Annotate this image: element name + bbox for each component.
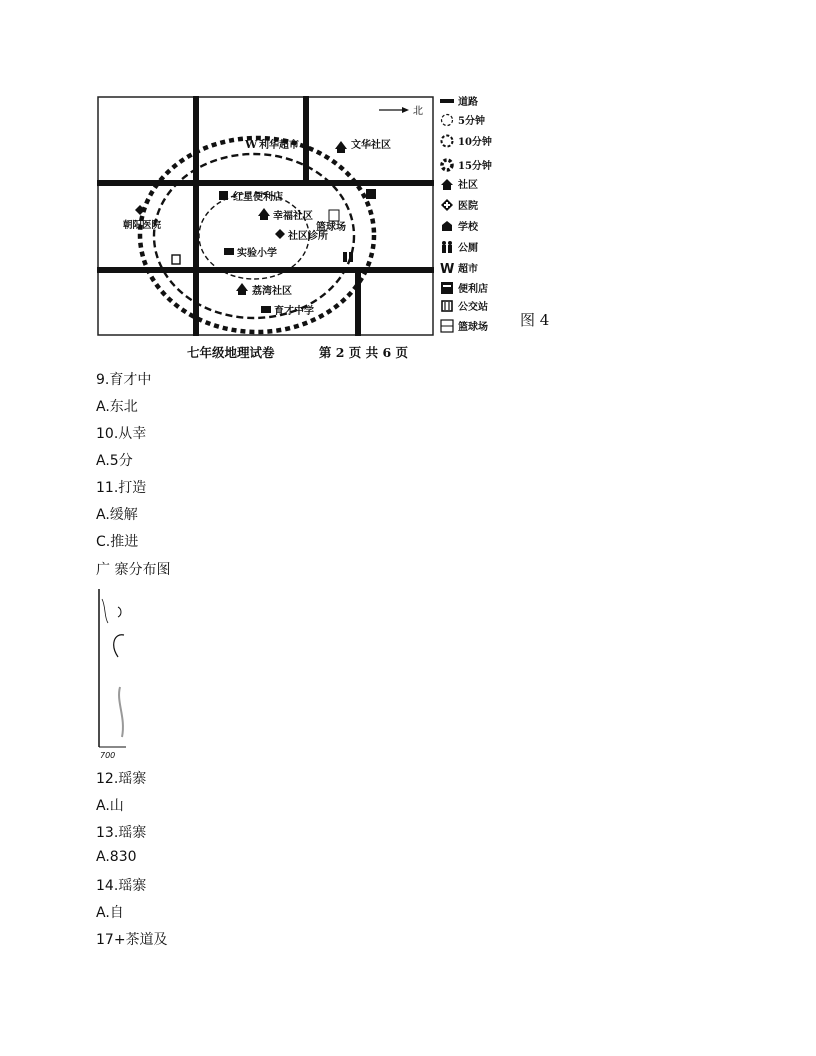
diamond-cross-icon: [440, 197, 454, 211]
court-icon: [329, 210, 339, 221]
poi-lihua-supermarket: [244, 138, 299, 151]
w-supermarket-icon: W: [245, 138, 258, 151]
school-icon: [224, 248, 234, 255]
legend-item-community: [440, 175, 478, 191]
option-line: A.830: [96, 849, 137, 865]
toilet-icon: [440, 239, 454, 253]
option-line: A.自: [96, 905, 124, 921]
option-line: A.缓解: [96, 507, 138, 523]
dashed-circle-large-icon: [440, 157, 454, 171]
store-icon: [440, 280, 454, 294]
poi-label: 育才中学: [274, 306, 314, 317]
court-icon: [440, 318, 454, 332]
question-line: 10.从幸: [96, 426, 147, 442]
school-icon: [261, 306, 271, 313]
w-supermarket-icon: [440, 260, 454, 274]
legend-label: 社区: [458, 179, 478, 191]
footer-subject: 七年级地理试卷: [187, 345, 275, 360]
legend-item-10min: [440, 132, 492, 148]
figure-caption: 图 4: [520, 311, 550, 329]
store-icon: [219, 191, 228, 200]
poi-label: 社区诊所: [288, 231, 328, 242]
poi-label: 文华社区: [351, 140, 391, 151]
question-line: 12.瑶寨: [96, 771, 147, 787]
legend-item-hospital: [440, 196, 478, 212]
store-icon: [366, 189, 376, 199]
legend-item-15min: [440, 156, 492, 172]
legend-label: 医院: [458, 200, 478, 212]
page-footer: [187, 343, 408, 361]
legend-item-court: [440, 317, 488, 333]
legend-item-supermarket: [440, 259, 478, 275]
option-line: A.东北: [96, 399, 138, 415]
legend-label: 15分钟: [458, 160, 492, 172]
dashed-circle-medium-icon: [440, 133, 454, 147]
legend-item-school: [440, 217, 478, 233]
legend-item-bus-stop: [440, 297, 488, 313]
question-line: 13.瑶寨: [96, 825, 147, 841]
legend-label: 道路: [458, 96, 478, 108]
question-line: 11.打造: [96, 480, 147, 496]
option-line: A.5分: [96, 453, 133, 469]
contour-label: 700: [100, 751, 116, 760]
legend-label: 公厕: [458, 242, 478, 254]
thick-line-icon: [440, 93, 454, 107]
poi-store-east: [366, 189, 376, 199]
figure-title-fragment: 广 寨分布图: [96, 562, 171, 578]
question-line: 9.育才中: [96, 372, 152, 388]
road-horizontal-north: [97, 180, 434, 186]
bus-stop-icon: [440, 298, 454, 312]
poi-label: 利华超市: [259, 140, 299, 151]
house-icon: [440, 176, 454, 190]
poi-label: 幸福社区: [273, 211, 313, 222]
option-line: A.山: [96, 798, 124, 814]
legend-label: 超市: [458, 263, 478, 275]
legend-label: 学校: [458, 221, 478, 233]
poi-label: 荔湾社区: [252, 286, 292, 297]
poi-label: 实验小学: [237, 248, 277, 259]
legend-item-5min: [440, 111, 485, 127]
question-line: 17+茶道及: [96, 932, 168, 948]
svg-text:W: W: [440, 262, 454, 275]
footer-page-number: 第 2 页 共 6 页: [318, 345, 409, 360]
toilet-icon: [343, 252, 347, 262]
poi-label: 红星便利店: [233, 192, 283, 203]
question-line: 14.瑶寨: [96, 878, 147, 894]
option-line: C.推进: [96, 534, 139, 550]
legend-label: 公交站: [458, 301, 488, 313]
dashed-circle-small-icon: [440, 112, 454, 126]
legend-item-road: [440, 92, 478, 108]
yao-village-map-fragment: [96, 587, 128, 762]
legend-item-toilet: [440, 238, 478, 254]
north-label: 北: [413, 106, 423, 117]
poi-label: 朝阳医院: [123, 220, 162, 231]
legend-label: 便利店: [458, 283, 488, 295]
bus-stop-icon: [172, 255, 180, 264]
road-vertical-west: [193, 96, 199, 336]
poi-bus-stop-west: [172, 255, 180, 264]
poi-label: 篮球场: [316, 222, 346, 233]
road-vertical-northeast: [303, 96, 309, 183]
legend-label: 10分钟: [458, 136, 492, 148]
school-icon: [440, 218, 454, 232]
legend-label: 篮球场: [458, 321, 488, 333]
legend-label: 5分钟: [458, 115, 485, 127]
legend-item-store: [440, 279, 488, 295]
